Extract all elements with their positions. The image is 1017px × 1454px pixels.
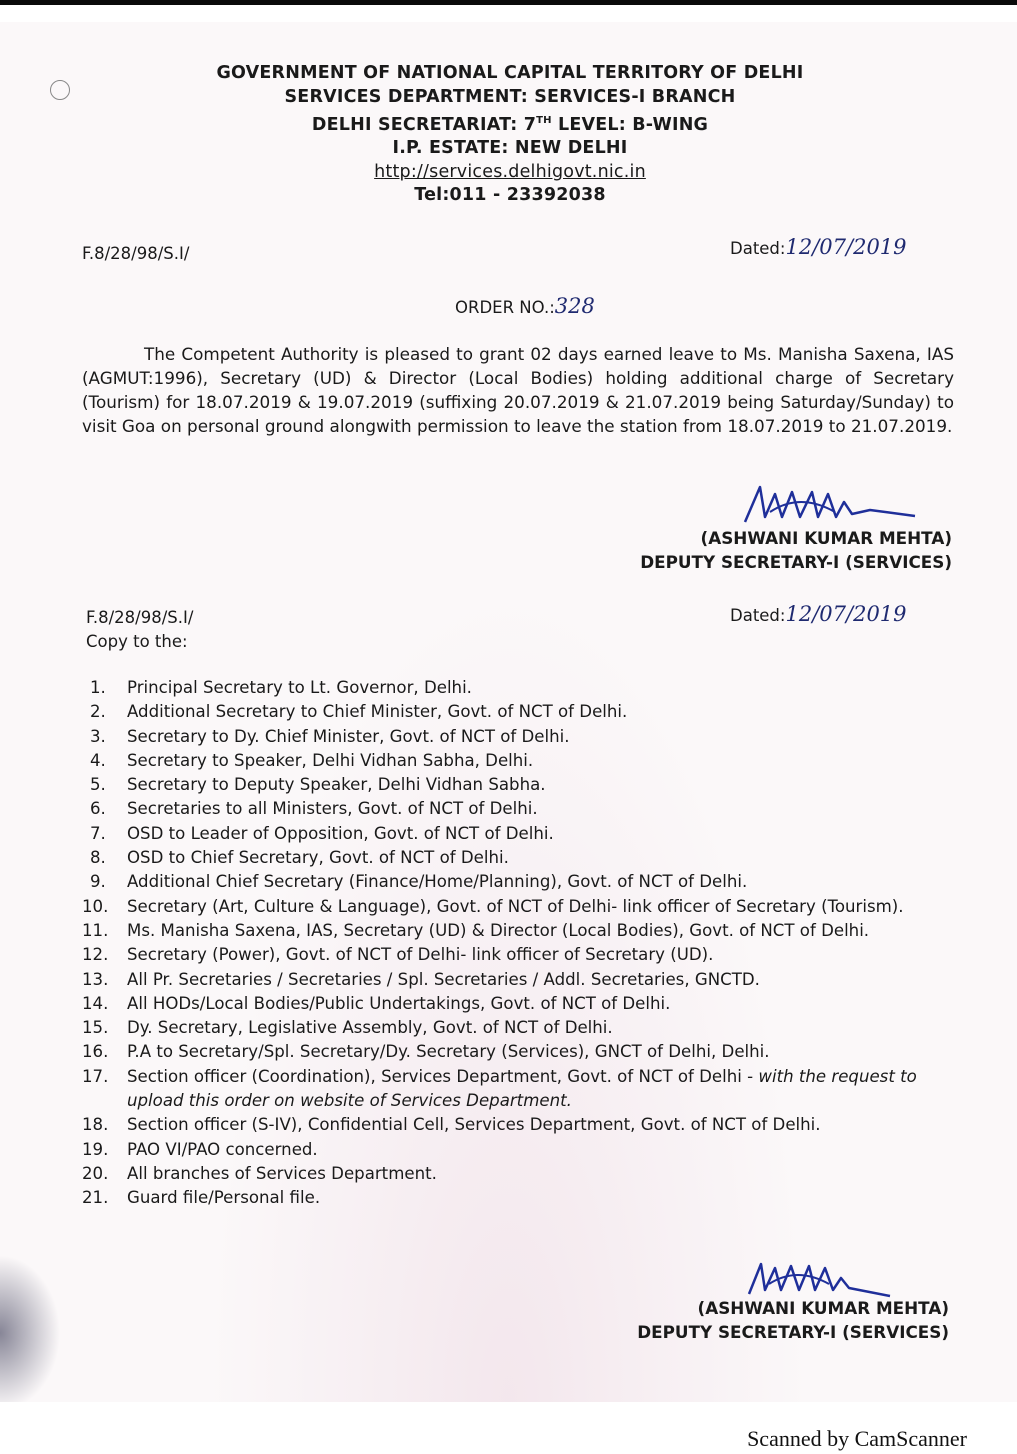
item-text: PAO VI/PAO concerned. <box>127 1139 318 1159</box>
list-item <box>82 1065 964 1114</box>
item-text: Guard file/Personal file. <box>127 1188 321 1208</box>
signature-icon <box>740 482 920 527</box>
list-item <box>82 749 964 773</box>
item-number: 15. <box>82 1018 109 1038</box>
item-number: 11. <box>82 920 109 940</box>
item-number: 21. <box>82 1188 109 1208</box>
copy-file-number: F.8/28/98/S.I/ <box>86 608 194 627</box>
file-number: F.8/28/98/S.I/ <box>82 244 190 263</box>
item-number: 1. <box>90 678 106 697</box>
signatory-designation: DEPUTY SECRETARY-I (SERVICES) <box>640 552 952 572</box>
item-text: OSD to Chief Secretary, Govt. of NCT of Delhi. <box>127 848 509 868</box>
item-number: 20. <box>82 1163 109 1183</box>
item-number: 16. <box>82 1042 109 1062</box>
list-item <box>82 1138 964 1162</box>
signatory-designation-2: DEPUTY SECRETARY-I (SERVICES) <box>637 1322 949 1342</box>
item-number: 6. <box>90 799 106 819</box>
list-item <box>82 725 964 749</box>
letterhead <box>200 62 820 208</box>
copy-date <box>730 602 907 626</box>
item-text: Secretary to Deputy Speaker, Delhi Vidhan Sabha. <box>127 775 546 795</box>
item-number: 13. <box>82 969 109 989</box>
item-text: Dy. Secretary, Legislative Assembly, Govt. of NCT of Delhi. <box>127 1018 613 1038</box>
website-link[interactable]: http://services.delhigovt.nic.in <box>374 161 646 182</box>
item-number: 3. <box>90 726 106 746</box>
item-text: Additional Secretary to Chief Minister, Govt. of NCT of Delhi. <box>127 702 628 722</box>
list-item <box>82 822 964 846</box>
item-number: 8. <box>90 848 106 868</box>
list-item <box>82 676 964 700</box>
item-text: Secretaries to all Ministers, Govt. of NCT of Delhi. <box>127 799 538 819</box>
item-number: 5. <box>90 775 106 795</box>
list-item <box>82 1113 964 1137</box>
handwritten-order-number: 328 <box>554 294 595 318</box>
item-text: All HODs/Local Bodies/Public Undertakings, Govt. of NCT of Delhi. <box>127 993 671 1013</box>
item-text: All Pr. Secretaries / Secretaries / Spl. Secretaries / Addl. Secretaries, GNCTD. <box>127 969 760 989</box>
item-number: 7. <box>90 823 106 843</box>
copy-to-list <box>82 676 964 1211</box>
letterhead-line-government: GOVERNMENT OF NATIONAL CAPITAL TERRITORY OF DELHI <box>216 63 804 83</box>
order-number-label: ORDER NO.: <box>455 298 555 317</box>
list-item <box>82 797 964 821</box>
copy-handwritten-date: 12/07/2019 <box>785 602 907 626</box>
item-text: Principal Secretary to Lt. Governor, Delhi. <box>127 678 472 697</box>
item-text: All branches of Services Department. <box>127 1163 437 1183</box>
letterhead-line-secretariat <box>200 109 820 137</box>
list-item <box>82 1162 964 1186</box>
item-text: Secretary (Power), Govt. of NCT of Delhi- link officer of Secretary (UD). <box>127 945 714 965</box>
item-number: 19. <box>82 1139 109 1159</box>
item-number: 12. <box>82 945 109 965</box>
copy-dated-label: Dated: <box>730 606 786 625</box>
item-number: 4. <box>90 750 106 770</box>
order-number <box>455 294 595 318</box>
list-item <box>82 870 964 894</box>
letterhead-line-department: SERVICES DEPARTMENT: SERVICES-I BRANCH <box>284 86 736 107</box>
item-text-main: Section officer (Coordination), Services Department, Govt. of NCT of Delhi - <box>127 1066 759 1086</box>
item-number: 10. <box>82 896 109 916</box>
camscanner-watermark: Scanned by CamScanner <box>747 1426 967 1451</box>
punch-hole-mark <box>50 80 70 100</box>
top-border <box>0 0 1017 5</box>
signatory-name: (ASHWANI KUMAR MEHTA) <box>700 528 952 548</box>
signatory-name-2: (ASHWANI KUMAR MEHTA) <box>697 1298 949 1318</box>
item-number: 14. <box>82 993 109 1013</box>
item-text: Secretary (Art, Culture & Language), Govt. of NCT of Delhi- link officer of Secretary (Tourism). <box>127 896 904 916</box>
item-text: OSD to Leader of Opposition, Govt. of NCT of Delhi. <box>127 823 554 843</box>
item-number: 17. <box>82 1066 109 1086</box>
order-date <box>730 235 907 259</box>
list-item <box>82 700 964 724</box>
item-text: Secretary to Speaker, Delhi Vidhan Sabha, Delhi. <box>127 750 534 770</box>
item-text: Additional Chief Secretary (Finance/Home/Planning), Govt. of NCT of Delhi. <box>127 872 748 892</box>
secretariat-text: DELHI SECRETARIAT: 7 <box>311 114 537 135</box>
item-number: 9. <box>90 872 106 892</box>
list-item <box>82 773 964 797</box>
item-number: 2. <box>90 702 106 722</box>
list-item <box>82 1040 964 1064</box>
dated-label: Dated: <box>730 239 786 258</box>
list-item <box>82 1016 964 1040</box>
handwritten-date: 12/07/2019 <box>785 235 907 259</box>
signature-icon-2 <box>745 1258 895 1300</box>
item-text: P.A to Secretary/Spl. Secretary/Dy. Secretary (Services), GNCT of Delhi, Delhi. <box>127 1042 770 1062</box>
list-item <box>82 968 964 992</box>
item-number: 18. <box>82 1115 109 1135</box>
level-text: LEVEL: B-WING <box>551 114 709 135</box>
item-text: Secretary to Dy. Chief Minister, Govt. of NCT of Delhi. <box>127 726 570 746</box>
telephone-number: Tel:011 - 23392038 <box>414 185 606 206</box>
list-item <box>82 895 964 919</box>
list-item <box>82 846 964 870</box>
item-text <box>127 1065 964 1114</box>
item-text: Section officer (S-IV), Confidential Cell, Services Department, Govt. of NCT of Delhi. <box>127 1115 821 1135</box>
copy-to-label: Copy to the: <box>86 632 188 651</box>
order-body: The Competent Authority is pleased to grant 02 days earned leave to Ms. Manisha Saxena, IAS (AGMUT:1996), Secretary (UD) & Director (Local Bodies) holding additional charge of Secretary (Tourism) for 18.07.2019 & 19.07.2019 (suffixing 20.07.2019 & 21.07.2019 being Saturday/Sunday) to visit Goa on personal ground alongwith permission to leave the station from 18.07.2019 to 21.07.2019. <box>82 344 954 436</box>
item-text-italic-note: with the request to upload this order on website of Services Department. <box>127 1066 917 1111</box>
list-item <box>82 919 964 943</box>
letterhead-line-estate: I.P. ESTATE: NEW DELHI <box>392 138 628 159</box>
list-item <box>82 943 964 967</box>
item-text: Ms. Manisha Saxena, IAS, Secretary (UD) & Director (Local Bodies), Govt. of NCT of Delhi. <box>127 920 870 940</box>
list-item <box>82 992 964 1016</box>
list-item <box>82 1186 964 1210</box>
ordinal-superscript: TH <box>536 115 552 126</box>
